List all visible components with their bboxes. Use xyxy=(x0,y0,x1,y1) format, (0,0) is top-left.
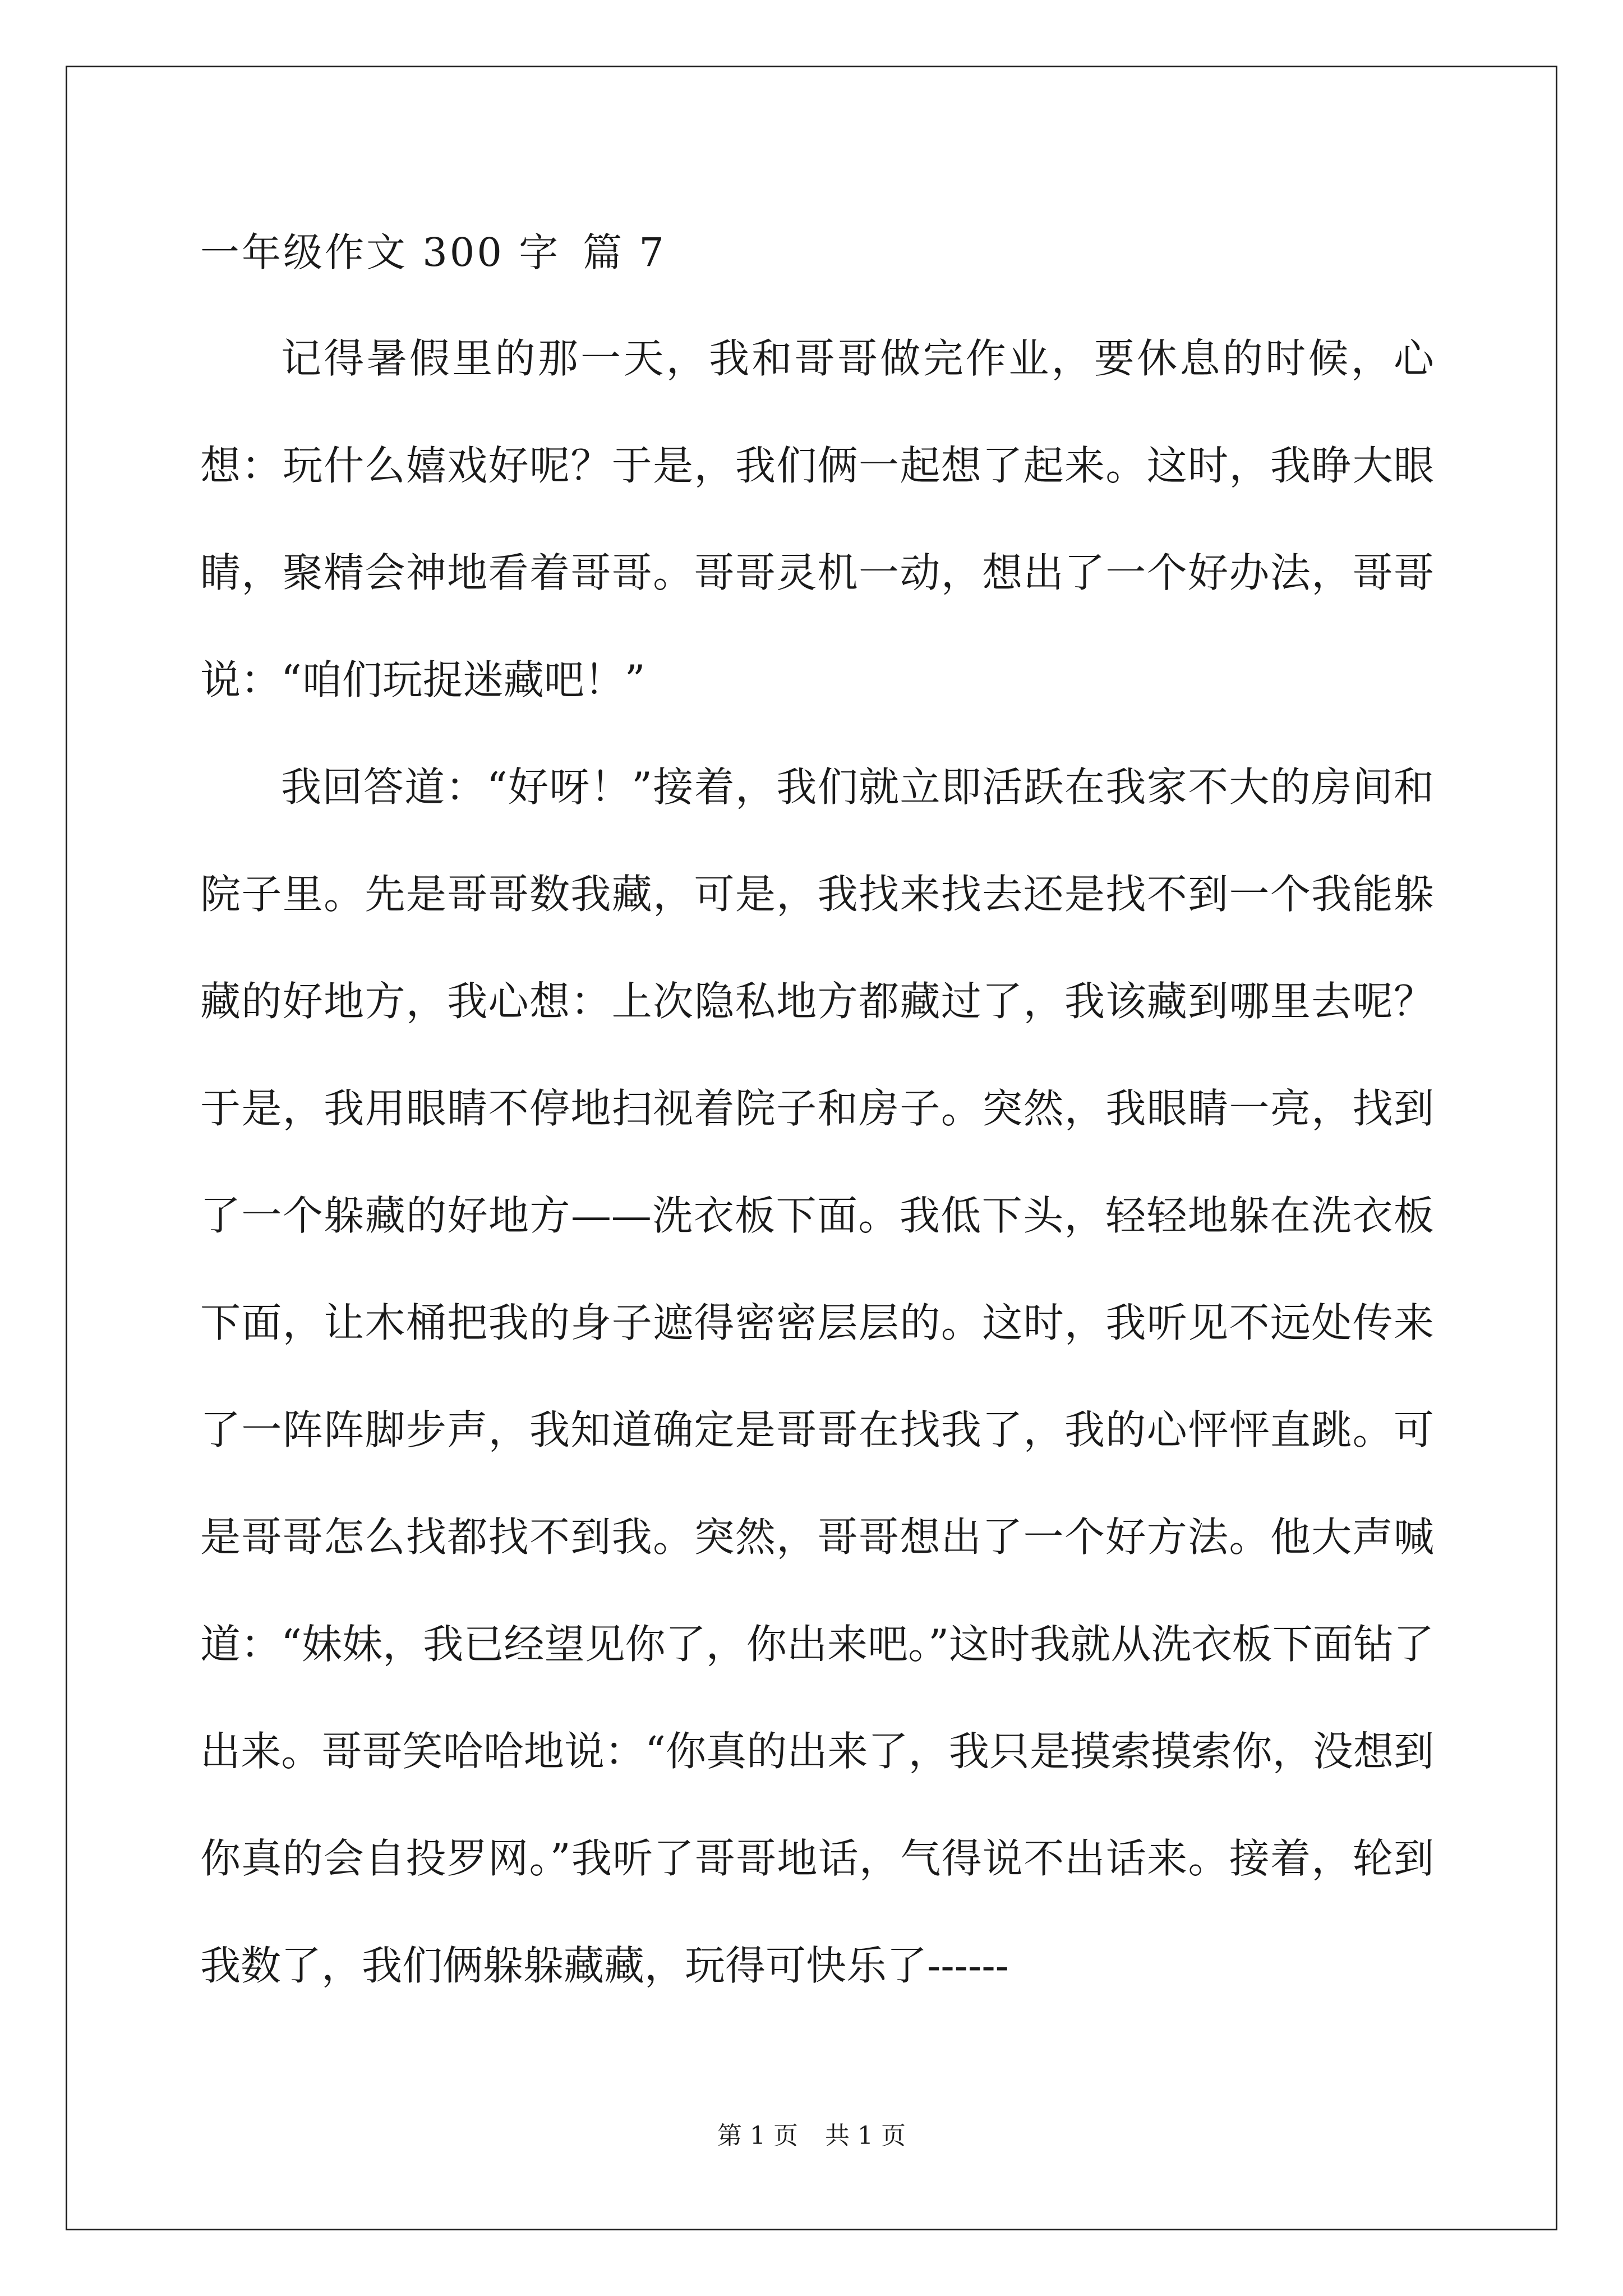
paragraph-1: 记得暑假里的那一天，我和哥哥做完作业，要休息的时候，心想：玩什么嬉戏好呢？于是，我们俩一起想了起来。这时，我睁大眼睛，聚精会神地看着哥哥。哥哥灵机一动，想出了一个好办法，哥哥说：“咱们玩捉迷藏吧！” xyxy=(200,335,1434,703)
document-title xyxy=(200,224,1434,280)
paragraph-2: 我回答道：“好呀！”接着，我们就立即活跃在我家不大的房间和院子里。先是哥哥数我藏，可是，我找来找去还是找不到一个我能躲藏的好地方，我心想：上次隐私地方都藏过了，我该藏到哪里去呢？于是，我用眼睛不停地扫视着院子和房子。突然，我眼睛一亮，找到了一个躲藏的好地方——洗衣板下面。我低下头，轻轻地躲在洗衣板下面，让木桶把我的身子遮得密密层层的。这时，我听见不远处传来了一阵阵脚步声，我知道确定是哥哥在找我了，我的心怦怦直跳。可是哥哥怎么找都找不到我。突然，哥哥想出了一个好方法。他大声喊道：“妹妹，我已经望见你了，你出来吧。”这时我就从洗衣板下面钻了出来。哥哥笑哈哈地说：“你真的出来了，我只是摸索摸索你，没想到你真的会自投罗网。”我听了哥哥地话，气得说不出话来。接着，轮到我数了，我们俩躲躲藏藏，玩得可快乐了------ xyxy=(200,763,1434,1989)
section-label: 篇 7 xyxy=(583,229,666,275)
page-footer xyxy=(0,2119,1623,2153)
title-text: 一年级作文 300 字 xyxy=(200,229,561,275)
page-number: 第 1 页 xyxy=(717,2122,798,2150)
document-body xyxy=(200,224,1434,2019)
page-total: 共 1 页 xyxy=(825,2122,906,2150)
